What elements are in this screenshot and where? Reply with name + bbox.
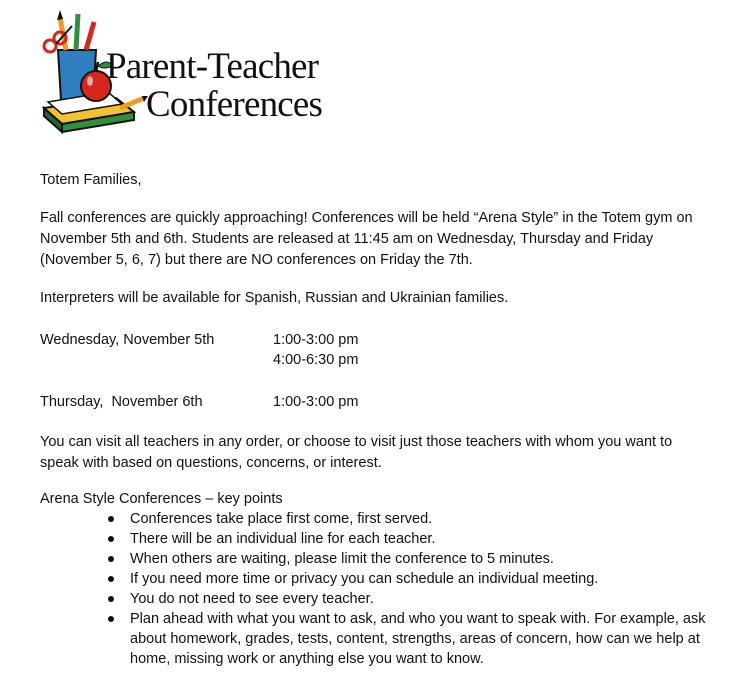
list-item xyxy=(108,549,708,569)
list-item xyxy=(108,569,708,589)
list-item-text: If you need more time or privacy you can schedule an individual meeting. xyxy=(130,571,599,587)
key-points-list xyxy=(108,509,708,669)
schedule-time: 1:00-3:00 pm xyxy=(273,332,359,348)
list-item-text: Conferences take place first come, first served. xyxy=(130,511,433,527)
bullet-icon xyxy=(108,596,114,602)
list-item xyxy=(108,609,708,669)
greeting: Totem Families, xyxy=(40,172,142,188)
bullet-icon xyxy=(108,616,114,622)
interpreters-paragraph: Interpreters will be available for Spanish, Russian and Ukrainian families. xyxy=(40,290,509,306)
schedule-time: 4:00-6:30 pm xyxy=(273,352,359,368)
list-item xyxy=(108,509,708,529)
header-logo xyxy=(38,8,348,140)
list-item-text: When others are waiting, please limit the conference to 5 minutes. xyxy=(130,551,554,567)
bullet-icon xyxy=(108,536,114,542)
visit-paragraph: You can visit all teachers in any order, or choose to visit just those teachers with whom you want to speak with based on questions, concerns, or interest. xyxy=(40,434,673,471)
list-item xyxy=(108,529,708,549)
key-points-heading: Arena Style Conferences – key points xyxy=(40,491,283,507)
title-line-2: Conferences xyxy=(146,84,323,125)
bullet-icon xyxy=(108,516,114,522)
bullet-icon xyxy=(108,556,114,562)
schedule-day: Thursday, November 6th xyxy=(40,394,203,410)
schedule-times xyxy=(273,330,358,370)
list-item-text: Plan ahead with what you want to ask, and who you want to speak with. For example, ask about homework, grades, tests, content, strengths, areas of concern, how can we help at home, missing work or anything else you want to know. xyxy=(130,611,706,667)
page-title xyxy=(106,48,322,124)
list-item-text: There will be an individual line for each teacher. xyxy=(130,531,436,547)
bullet-icon xyxy=(108,576,114,582)
title-line-1: Parent-Teacher xyxy=(106,46,319,87)
schedule-day: Wednesday, November 5th xyxy=(40,332,215,348)
list-item-text: You do not need to see every teacher. xyxy=(130,591,374,607)
schedule-times xyxy=(273,392,358,412)
schedule-time: 1:00-3:00 pm xyxy=(273,394,359,410)
list-item xyxy=(108,589,708,609)
intro-paragraph: Fall conferences are quickly approaching! Conferences will be held “Arena Style” in the Totem gym on November 5th and 6th. Students are released at 11:45 am on Wednesday, Thursday and Friday (November 5, 6, 7) but there are NO conferences on Friday the 7th. xyxy=(40,210,693,268)
